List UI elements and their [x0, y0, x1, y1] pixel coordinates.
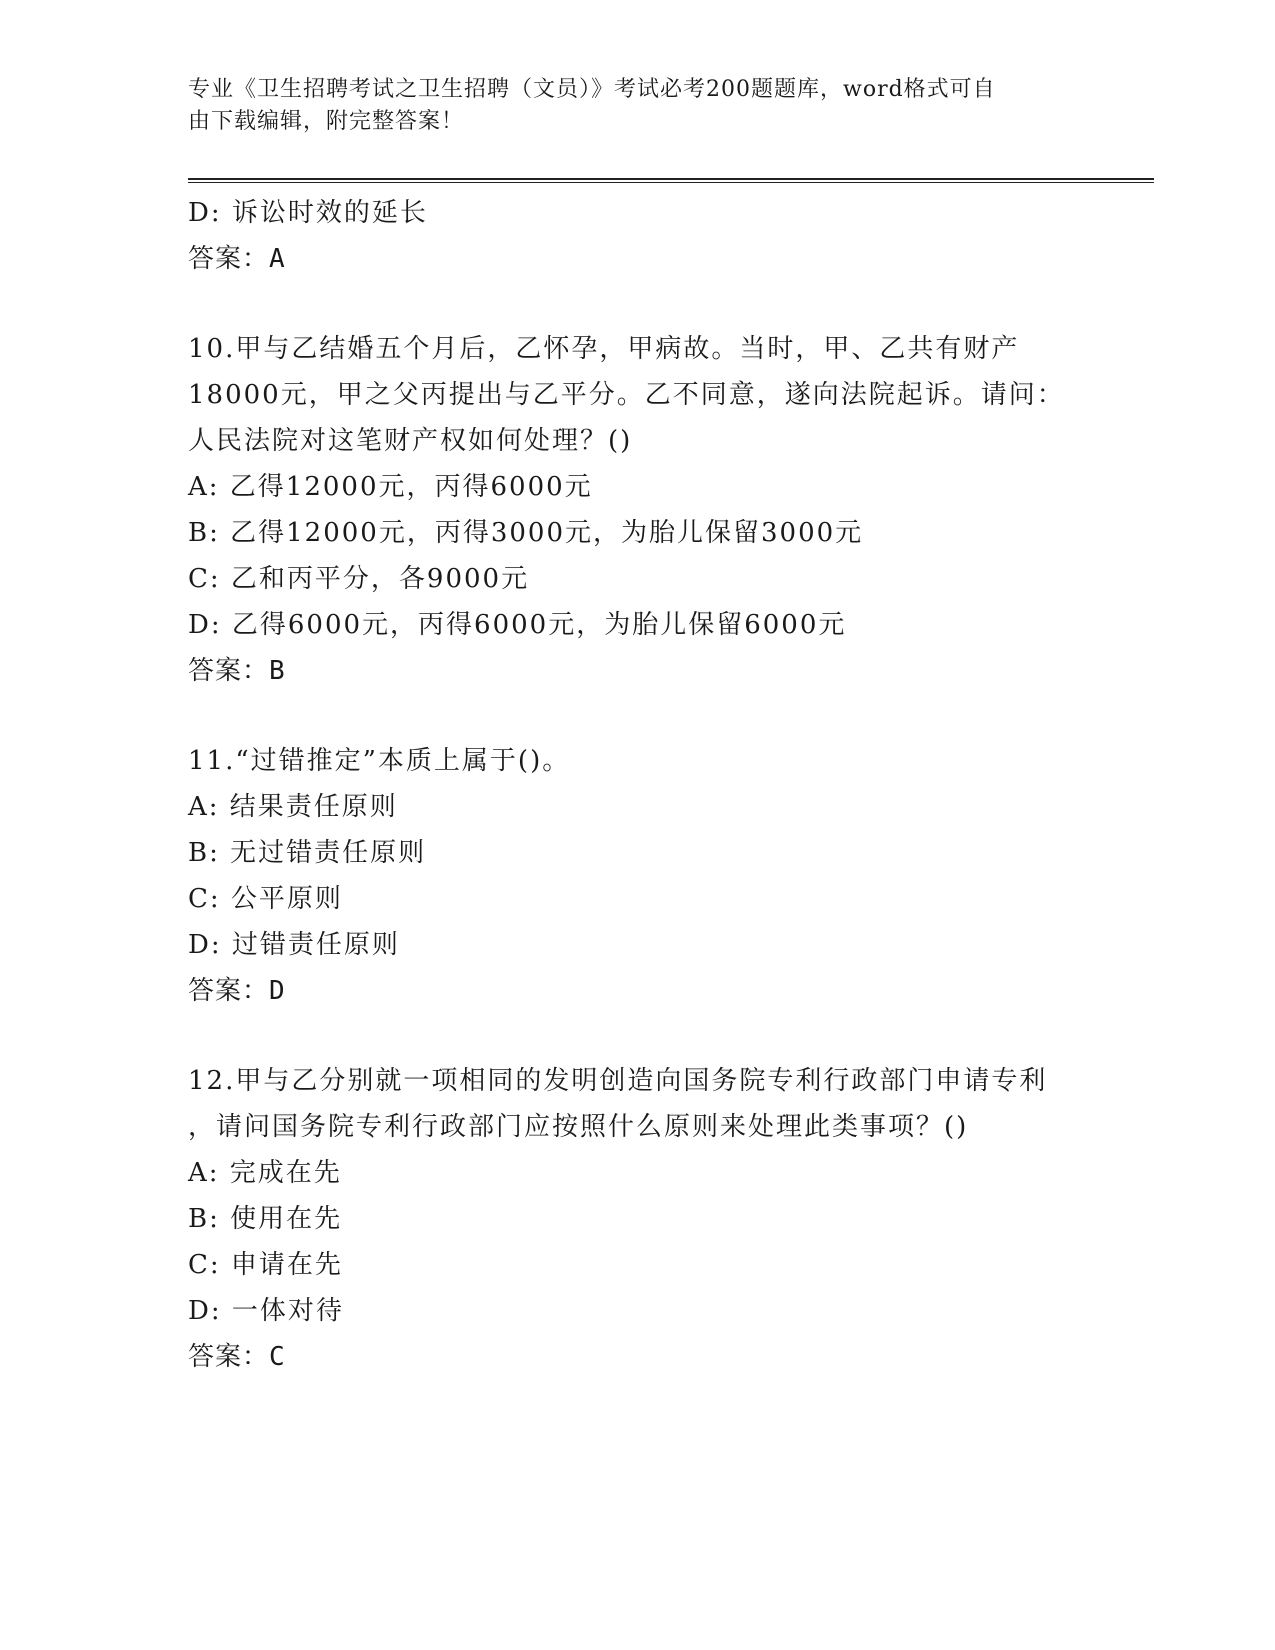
question-stem-line: 人民法院对这笔财产权如何处理？() — [188, 426, 633, 456]
document-header — [188, 74, 1068, 138]
header-divider — [188, 178, 1154, 183]
answer-label: 答案： — [188, 976, 270, 1006]
spacer — [188, 1014, 1088, 1058]
question-stem-line: ，请问国务院专利行政部门应按照什么原则来处理此类事项？() — [188, 1112, 969, 1142]
answer-line — [188, 236, 1088, 282]
answer-value: D — [269, 976, 285, 1006]
question-stem-line: 10.甲与乙结婚五个月后，乙怀孕，甲病故。当时，甲、乙共有财产 — [188, 334, 1020, 364]
answer-value: A — [269, 244, 285, 274]
question-10 — [188, 326, 1088, 694]
question-stem-line: 12.甲与乙分别就一项相同的发明创造向国务院专利行政部门申请专利 — [188, 1066, 1048, 1096]
answer-label: 答案： — [188, 656, 270, 686]
option-a: A: 完成在先 — [188, 1158, 342, 1188]
answer-value: C — [269, 1342, 285, 1372]
option-a: A: 结果责任原则 — [188, 792, 398, 822]
answer-value: B — [269, 656, 285, 686]
header-line-2: 由下载编辑，附完整答案！ — [188, 109, 465, 134]
answer-line — [188, 1334, 1088, 1380]
option-c: C: 乙和丙平分，各9000元 — [188, 564, 530, 594]
option-b: B: 无过错责任原则 — [188, 838, 427, 868]
spacer — [188, 694, 1088, 738]
option-d: D: 乙得6000元，丙得6000元，为胎儿保留6000元 — [188, 610, 847, 640]
answer-label: 答案： — [188, 244, 270, 274]
option-b: B: 乙得12000元，丙得3000元，为胎儿保留3000元 — [188, 518, 864, 548]
option-c: C: 公平原则 — [188, 884, 343, 914]
option-b: B: 使用在先 — [188, 1204, 343, 1234]
option-d: D: 诉讼时效的延长 — [188, 198, 428, 228]
answer-line — [188, 648, 1088, 694]
header-line-1: 专业《卫生招聘考试之卫生招聘（文员）》考试必考200题题库，word格式可自 — [188, 77, 996, 102]
question-list — [188, 190, 1088, 1380]
answer-line — [188, 968, 1088, 1014]
question-12 — [188, 1058, 1088, 1380]
option-d: D: 一体对待 — [188, 1296, 344, 1326]
question-stem-line: 11.“过错推定”本质上属于()。 — [188, 746, 571, 776]
option-a: A: 乙得12000元，丙得6000元 — [188, 472, 593, 502]
question-11 — [188, 738, 1088, 1014]
option-c: C: 申请在先 — [188, 1250, 343, 1280]
spacer — [188, 282, 1088, 326]
question-stem-line: 18000元，甲之父丙提出与乙平分。乙不同意，遂向法院起诉。请问： — [188, 380, 1065, 410]
answer-label: 答案： — [188, 1342, 270, 1372]
option-d: D: 过错责任原则 — [188, 930, 400, 960]
